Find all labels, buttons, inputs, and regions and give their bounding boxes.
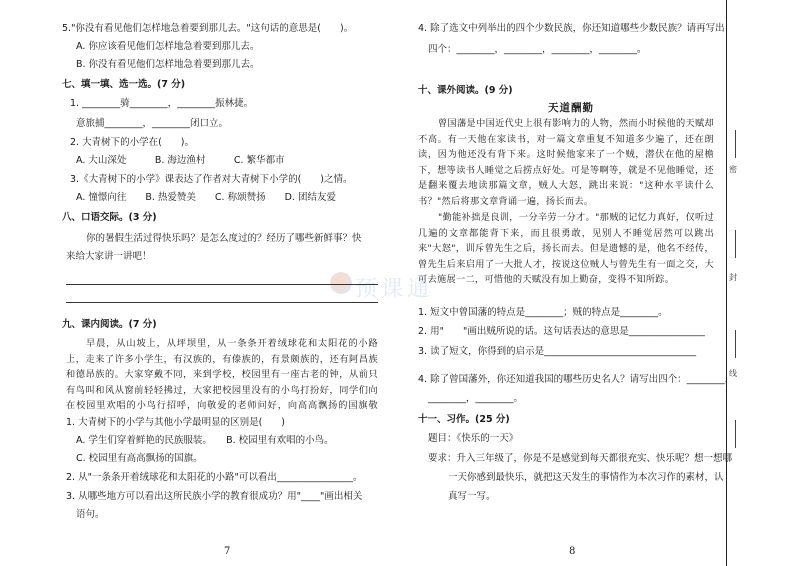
q4-line2: 四个：________，________，________，________。 (428, 44, 647, 55)
essay-topic: 题目：《快乐的一天》 (428, 433, 519, 444)
story-paragraph-1: 曾国藩是中国近代史上很有影响力的人物，然而小时候他的天赋却不高。有一天他在家读书，对一篇文章重复不知道多少遍了，还在朗读，因为他还没有背下来。这时候他家来了一个贼，潜伏在他的屋檐下，想等读书人睡觉之后捞点好处。可是等啊等，就是不见他睡觉，还是翻来覆去地读那篇文章，贼人大怒，跳出来说："这种水平读什么书？"然后将那文章背诵一遍，扬长而去。 (418, 118, 714, 207)
binding-tick (735, 330, 736, 358)
s7-q2: 2. 大青树下的小学在( )。 (70, 137, 194, 148)
s9-q1-option-c: C. 校园里有高高飘扬的国旗。 (76, 453, 203, 464)
binding-tick (735, 420, 736, 448)
essay-req-line1: 要求：升入三年级了，你是不是感觉到每天都很充实、快乐呢？想一想哪 (428, 453, 733, 464)
section-9-heading: 九、课内阅读。(7 分) (62, 319, 157, 330)
answer-line (66, 284, 378, 285)
watermark-logo-icon (330, 272, 352, 294)
s7-q2-options: A. 大山深处 B. 海边渔村 C. 繁华都市 (76, 155, 285, 166)
page-number-right: 8 (569, 546, 576, 557)
reading-passage: 早晨，从山坡上，从坪坝里，从一条条开着绒球花和太阳花的小路上，走来了许多小学生，有汉族的，有傣族的，有景颇族的，还有阿昌族和德昂族的。大家穿戴不同，来到学校，校园里有一座古老的钟，从前只有鸟叫和风从窗前轻轻拂过，大家把校园里没有的小鸟打扮好，同学们向在校园里欢唱的小鸟行招呼，向敬爱的老师问好，向高高飘扬的国旗敬 (66, 338, 378, 412)
s7-q3-options: A. 憧憬向往 B. 热爱赞美 C. 称颂赞扬 D. 团结友爱 (76, 192, 336, 203)
essay-req-line3: 真写一写。 (448, 491, 496, 502)
s9-q3-line2: 语句。 (76, 509, 105, 520)
s9-q3-line1: 3. 从哪些地方可以看出这所民族小学的教育很成功？用"____"画出相关 (66, 491, 363, 502)
margin-label-mi: 密 (729, 165, 737, 174)
binding-tick (735, 230, 736, 258)
q5-option-b: B. 你没有看见他们怎样地急着要到那儿去。 (76, 59, 260, 70)
s7-q3: 3.《大青树下的小学》课表达了作者对大青树下小学的( )之情。 (70, 174, 353, 185)
essay-req-line2: 一天你感到最快乐，就把这天发生的事情作为本次习作的素材，认 (448, 472, 724, 483)
story-title: 天道酬勤 (548, 102, 594, 114)
q5-option-a: A. 你应该看见他们怎样地急着要到那儿去。 (76, 41, 260, 52)
s10-q1: 1. 短文中曾国藩的特点是________；贼的特点是________。 (418, 307, 668, 318)
margin-label-feng: 封 (729, 273, 737, 282)
s10-q3: 3. 读了短文，你得到的启示是________________________________ (418, 346, 697, 357)
section-11-heading: 十一、习作。(25 分) (418, 414, 510, 425)
s10-q4-line1: 4. 除了曾国藩外，你还知道我国的哪些历史名人？请写出四个：________， (418, 374, 735, 385)
s10-q4-line2: ________，________。 (428, 393, 524, 404)
s7-q1-line1: 1. ________骑________，________振林捷。 (70, 98, 254, 109)
q5-text: 5."你没有看见他们怎样地急着要到那儿去。"这句话的意思是( )。 (62, 23, 354, 34)
answer-line (66, 302, 378, 303)
margin-label-xian: 线 (729, 369, 737, 378)
binding-tick (735, 130, 736, 158)
section-10-heading: 十、课外阅读。(9 分) (418, 85, 513, 96)
binding-line (726, 0, 727, 566)
s7-q1-line2: 意旅捕________，________闭口立。 (76, 118, 229, 129)
s10-q2: 2. 用" "画出贼所说的话。这句话表达的意思是________________ (418, 326, 705, 337)
q4-line1: 4. 除了选文中列举出的四个少数民族，你还知道哪些少数民族？请再写出 (418, 23, 725, 34)
section-8-heading: 八、口语交际。(3 分) (62, 212, 157, 223)
s8-prompt-line2: 来给大家讲一讲吧！ (66, 251, 152, 262)
watermark: 预课通 (355, 277, 434, 302)
story-paragraph-2: "勤能补拙是良训，一分辛劳一分才。"那贼的记忆力真好，仅听过几遍的文章都能背下来，而且很勇敢，见别人不睡觉居然可以跳出来"大怒"，训斥曾先生之后，扬长而去。但是遗憾的是，他名不经传，曾先生后来启用了一大批人才，按说这位贼人与曾先生有一面之交，大可去施展一二，可惜他的天赋没有加上勤奋，变得不知所踪。 (418, 212, 714, 286)
page-number-left: 7 (224, 546, 231, 557)
s9-q2: 2. 从"一条条开着绒球花和太阳花的小路"可以看出________________。 (66, 472, 363, 483)
section-7-heading: 七、填一填、选一选。(7 分) (62, 79, 186, 90)
s9-q1: 1. 大青树下的小学与其他小学最明显的区别是( ) (66, 417, 285, 428)
s8-prompt-line1: 你的暑假生活过得快乐吗？是怎么度过的？经历了哪些新鲜事？快 (86, 233, 362, 244)
s9-q1-options-ab: A. 学生们穿着鲜艳的民族服装。 B. 校园里有欢唱的小鸟。 (76, 435, 334, 446)
